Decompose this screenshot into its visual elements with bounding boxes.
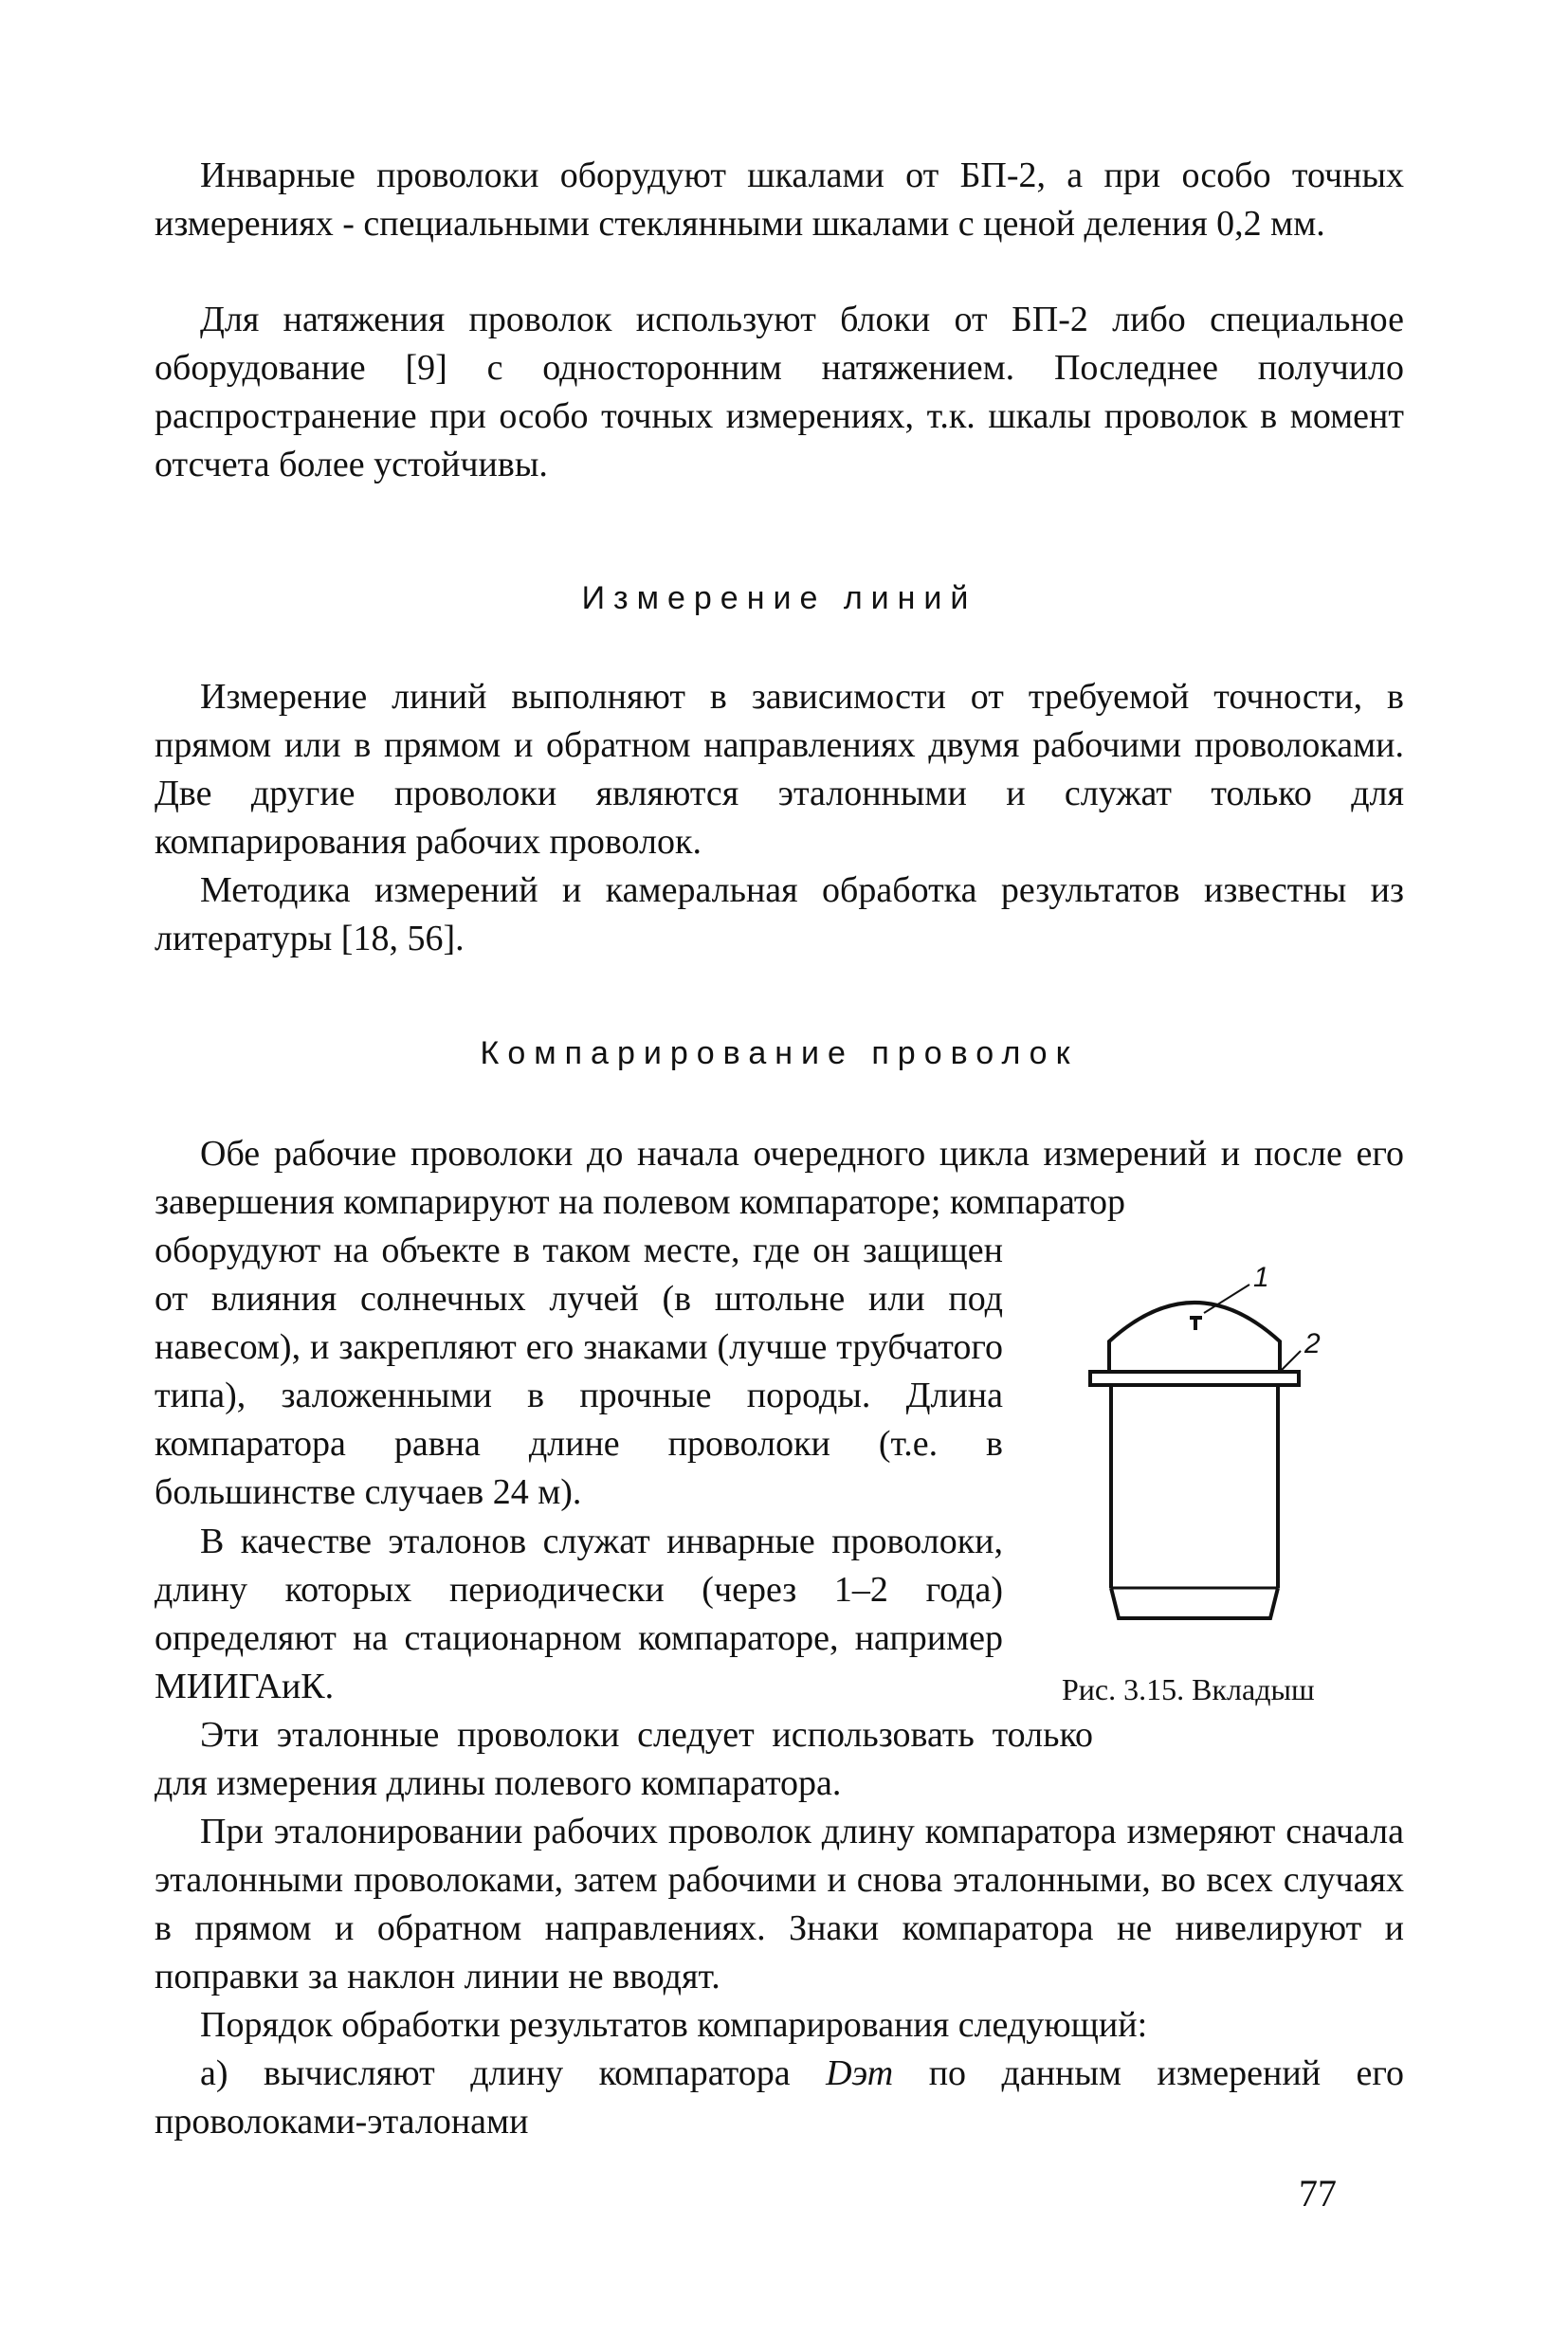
figure-label-1: 1	[1253, 1262, 1269, 1293]
step-a-text-continued: по данным измерений его проволоками-эталонами	[155, 2053, 1405, 2142]
paragraph-comparator-intro: Обе рабочие проволоки до начала очередного цикла измерений и после его завершения компарируют на полевом компараторе; компаратор	[155, 1134, 1404, 1222]
paragraph-methodology: Методика измерений и камеральная обработка результатов известны из литературы [18, 56].	[155, 870, 1404, 958]
figure-insert	[1043, 1262, 1403, 1730]
step-a-text: а) вычисляют длину компаратора	[200, 2053, 791, 2093]
paragraph-standards: В качестве эталонов служат инварные проволоки, длину которых периодически (через 1–2 года) определяют на стационарном компараторе, например МИИГАиК.	[155, 1522, 1003, 1706]
insert-cap	[1109, 1303, 1280, 1372]
insert-flange	[1090, 1372, 1299, 1385]
paragraph-invar-wires: Инварные проволоки оборудуют шкалами от БП-2, а при особо точных измерениях - специальными стеклянными шкалами с ценой деления 0,2 мм.	[155, 155, 1404, 244]
paragraph-standardization: При эталонировании рабочих проволок длину компаратора измеряют сначала эталонными проволоками, затем рабочими и снова эталонными, во всех случаях в прямом и обратном направлениях. Знаки компаратора не нивелируют и поправки за наклон линии не вводят.	[155, 1812, 1404, 1996]
paragraph-tension-blocks: Для натяжения проволок используют блоки от БП-2 либо специальное оборудование [9] с односторонним натяжением. Последнее получило распространение при особо точных измерениях, т.к. шкалы проволок в момент отсчета более устойчивы.	[155, 300, 1404, 484]
paragraph-comparator-placement: оборудуют на объекте в таком месте, где он защищен от влияния солнечных лучей (в штольне или под навесом), и закрепляют его знаками (лучше трубчатого типа), заложенными в прочные породы. Длина компаратора равна длине проволоки (т.е. в большинстве случаев 24 м).	[155, 1231, 1003, 1512]
comparator-length-symbol: Dэт	[826, 2053, 894, 2093]
paragraph-procedure: Порядок обработки результатов компарирования следующий:	[200, 2005, 1148, 2045]
heading-wire-comparison: Компарирование проволок	[480, 1035, 1079, 1071]
heading-line-measurement: Измерение линий	[581, 580, 977, 616]
figure-caption: Рис. 3.15. Вкладыш	[1062, 1672, 1315, 1706]
leader-line-2	[1280, 1351, 1301, 1372]
paragraph-standard-usage: Эти эталонные проволоки следует использовать только для измерения длины полевого компаратора.	[155, 1715, 1093, 1803]
paragraph-step-a	[155, 2050, 1404, 2146]
paragraph-line-measurement: Измерение линий выполняют в зависимости от требуемой точности, в прямом или в прямом и обратном направлениях двумя рабочими проволоками. Две другие проволоки являются эталонными и служат только для компарирования рабочих проволок.	[155, 677, 1404, 862]
insert-drawing	[1043, 1275, 1403, 1730]
insert-bottom	[1111, 1588, 1278, 1618]
page-number: 77	[1299, 2172, 1337, 2215]
figure-label-2: 2	[1304, 1328, 1321, 1359]
